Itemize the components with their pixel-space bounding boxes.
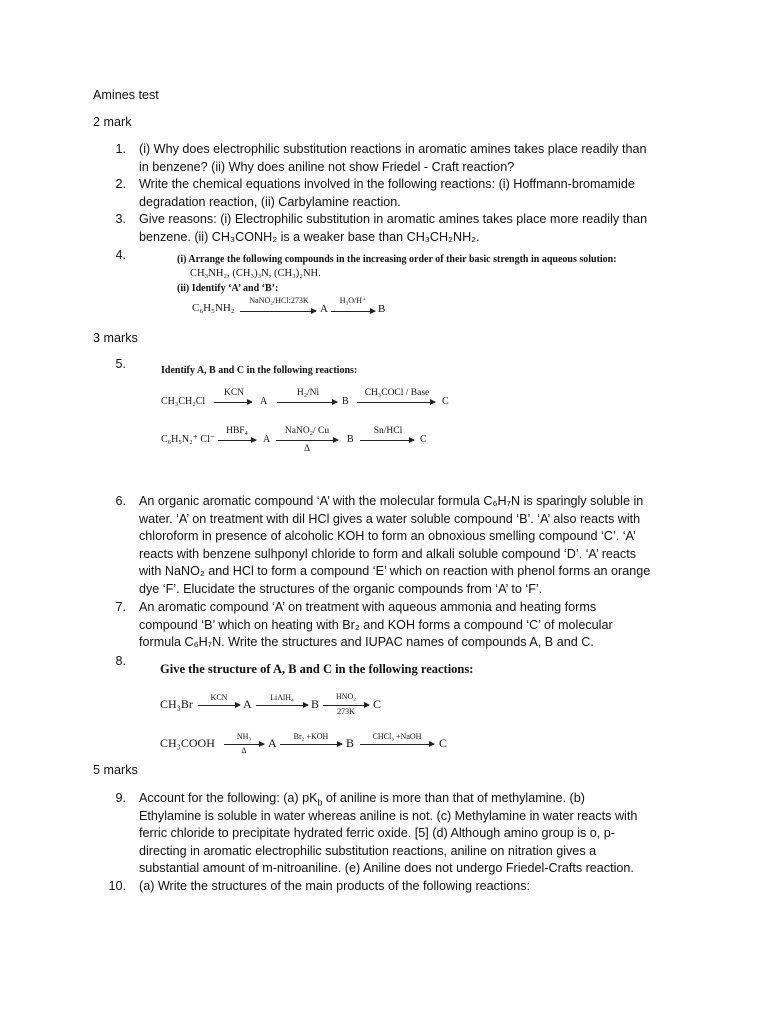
question-9-line: directing in aromatic electrophilic substitution reactions, aniline on nitration gives a [139, 843, 597, 858]
arrow-reagent: NH₃ [236, 732, 252, 741]
reaction-start: CH₃CH₂Cl [161, 396, 206, 407]
question-6-line: chloroform in presence of alcoholic KOH to form an obnoxious smelling compound ‘C’. ‘A’ [139, 529, 636, 544]
question-8-heading: Give the structure of A, B and C in the following reactions: [160, 662, 474, 676]
question-number: 8. [115, 654, 126, 668]
question-number: 7. [115, 600, 126, 614]
question-3-line-2: benzene. (ii) CH₃CONH₂ is a weaker base than CH₃CH₂NH₂. [139, 229, 480, 244]
arrow-reagent: LiAlH₄ [270, 693, 294, 702]
question-6-line: dye ‘F’. Elucidate the structures of the organic compounds from ‘A’ to ‘F’. [139, 582, 543, 596]
reaction-product: A [243, 697, 252, 711]
arrow-reagent: Sn/HCl [373, 426, 403, 436]
question-number: 3. [115, 212, 126, 226]
reaction-product: C [420, 434, 427, 445]
subscript-b: b [317, 797, 323, 808]
arrow-reagent: CHCl₃ +NaOH [372, 732, 422, 741]
question-6-line: with NaNO₂ and HCl to form a compound ‘E’ which on reaction with phenol forms an orange [139, 564, 651, 579]
arrow-reagent: H₂/Ni [296, 388, 320, 398]
question-2-line-1: Write the chemical equations involved in the following reactions: (i) Hoffmann-bromamide [139, 177, 635, 191]
question-number: 10. [108, 879, 126, 893]
section-heading-3-marks: 3 marks [93, 331, 138, 345]
section-heading-5-marks: 5 marks [93, 763, 138, 777]
reaction-arrow [276, 440, 338, 441]
reaction-product: B [347, 434, 354, 445]
reaction-arrow [323, 705, 369, 706]
reaction-arrow [240, 311, 316, 312]
question-9-line: Ethylamine is soluble in water whereas aniline is not. (c) Methylamine in water reacts with [139, 808, 638, 823]
reaction-arrow [360, 744, 434, 745]
question-9-line: substantial amount of m-nitroaniline. (e) Aniline does not undergo Friedel-Crafts reaction. [139, 861, 634, 876]
question-6-line: An organic aromatic compound ‘A’ with the molecular formula C₆H₇N is sparingly soluble in [139, 494, 644, 508]
question-2-line-2: degradation reaction, (ii) Carbylamine reaction. [139, 194, 401, 209]
arrow-condition: Δ [241, 746, 247, 755]
reaction-product: A [268, 736, 277, 750]
question-number: 9. [115, 791, 126, 805]
reaction-product: B [342, 396, 349, 407]
reaction-start: CH₃COOH [160, 736, 215, 750]
question-7-line: formula C₆H₇N. Write the structures and IUPAC names of compounds A, B and C. [139, 635, 594, 650]
question-4-instruction: (i) Arrange the following compounds in the increasing order of their basic strength in aqueous solution: [177, 254, 617, 265]
reaction-arrow [280, 744, 342, 745]
reaction-arrow [198, 705, 240, 706]
reaction-arrow [214, 402, 252, 403]
arrow-reagent: H₃O/H⁺ [339, 296, 367, 305]
question-1-line-2: in benzene? (ii) Why does aniline not show Friedel - Craft reaction? [139, 159, 515, 174]
question-10-line: (a) Write the structures of the main products of the following reactions: [139, 879, 531, 893]
reaction-start: CH₃Br [160, 697, 193, 711]
question-7-line: compound ‘B’ which on heating with Br₂ and KOH forms a compound ‘C’ of molecular [139, 617, 613, 632]
reaction-product: A [260, 396, 268, 407]
question-number: 5. [115, 357, 126, 371]
arrow-reagent: KCN [223, 388, 245, 398]
arrow-condition: Δ [304, 443, 310, 453]
question-number: 2. [115, 177, 126, 191]
question-number: 4. [115, 248, 126, 262]
question-9-text: Account for the following: (a) pK [139, 791, 318, 805]
question-9-line [139, 790, 585, 808]
reaction-arrow [360, 440, 414, 441]
reaction-start: C₆H₅N₂⁺ Cl⁻ [161, 434, 216, 445]
reaction-product: B [311, 697, 320, 711]
arrow-reagent: HNO₂ [335, 692, 357, 701]
question-5-heading: Identify A, B and C in the following reactions: [161, 365, 358, 376]
reaction-product: A [263, 434, 271, 445]
question-number: 1. [115, 142, 126, 156]
reaction-arrow [224, 744, 264, 745]
reaction-product: B [378, 303, 386, 315]
reaction-reactant: C₆H₅NH₂ [192, 302, 235, 314]
question-4-identify: (ii) Identify ‘A’ and ‘B’: [177, 283, 279, 294]
reaction-product: C [442, 396, 449, 407]
question-9-text: of aniline is more than that of methylamine. (b) [322, 791, 585, 805]
question-1-line-1: (i) Why does electrophilic substitution reactions in aromatic amines takes place readily than [139, 142, 647, 156]
question-7-line: An aromatic compound ‘A’ on treatment with aqueous ammonia and heating forms [139, 600, 597, 614]
arrow-reagent: NaNO₂/HCl:273K [249, 296, 309, 305]
reaction-arrow [256, 705, 308, 706]
document-title: Amines test [93, 88, 159, 102]
reaction-arrow [331, 311, 375, 312]
arrow-reagent: KCN [210, 693, 228, 702]
reaction-product: C [373, 697, 382, 711]
question-4-compounds: CH₃NH₂, (CH₃)₃N, (CH₃)₂NH. [190, 268, 321, 279]
arrow-reagent: NaNO₂/ Cu [284, 426, 330, 436]
reaction-product: C [439, 736, 448, 750]
question-6-line: reacts with benzene sulhponyl chloride to form and alkali soluble compound ‘D’. ‘A’ reacts [139, 546, 637, 561]
question-9-line: ferric chloride to precipitate hydrated ferric oxide. [5] (d) Although amino group is o, p- [139, 826, 616, 841]
section-heading-2-mark: 2 mark [93, 115, 132, 129]
arrow-reagent: Br₂ +KOH [293, 732, 329, 741]
reaction-product: B [346, 736, 355, 750]
question-6-line: water. ‘A’ on treatment with dil HCl gives a water soluble compound ‘B’. ‘A’ also reacts with [139, 511, 641, 526]
arrow-reagent: CH₃COCl / Base [364, 388, 430, 398]
arrow-condition: 273K [337, 707, 355, 716]
arrow-reagent: HBF₄ [226, 426, 248, 436]
reaction-product: A [320, 303, 328, 315]
question-3-line-1: Give reasons: (i) Electrophilic substitution in aromatic amines takes place more readily than [139, 212, 648, 226]
question-number: 6. [115, 494, 126, 508]
reaction-arrow [277, 402, 337, 403]
reaction-arrow [357, 402, 435, 403]
reaction-arrow [218, 440, 256, 441]
